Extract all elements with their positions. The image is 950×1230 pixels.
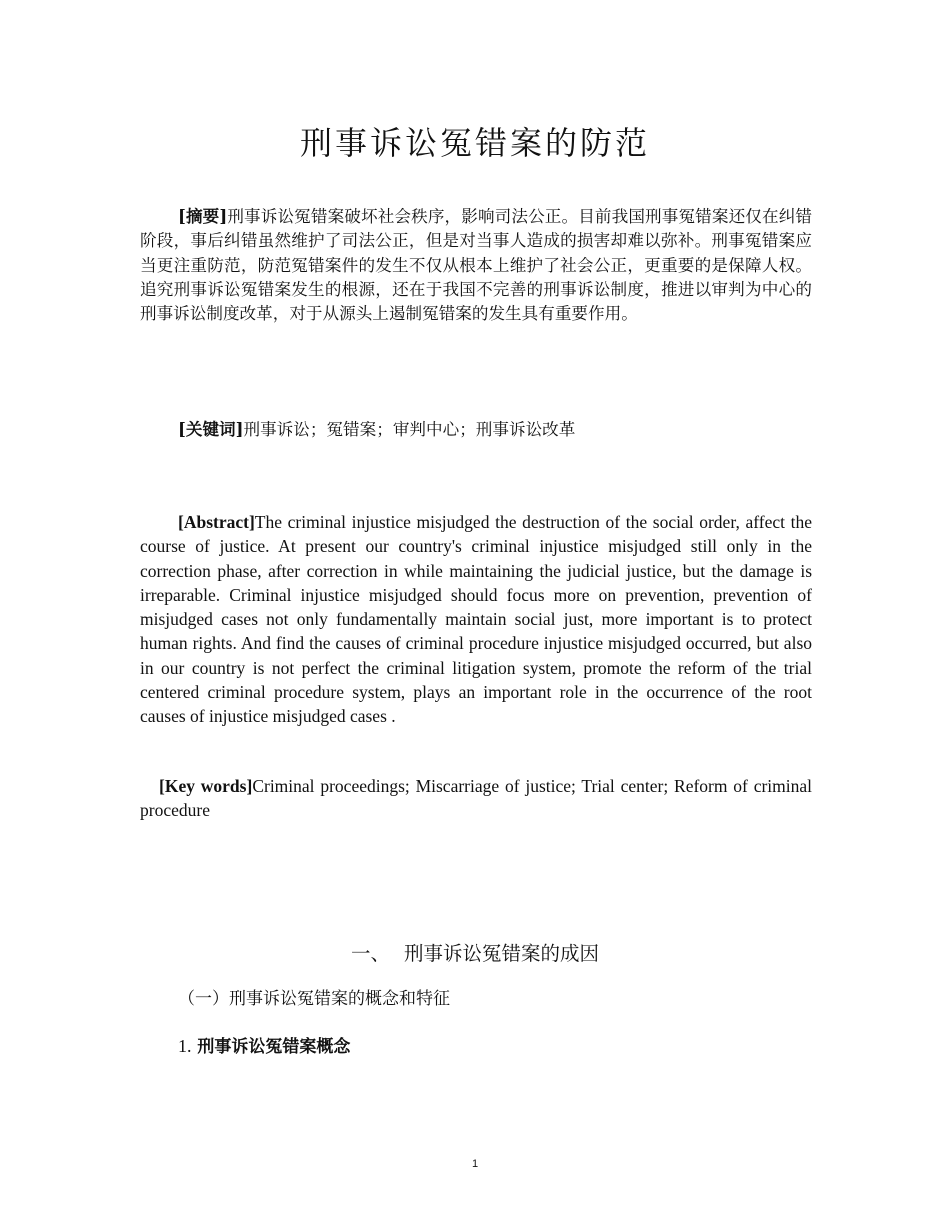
page-number: 1 xyxy=(471,1158,479,1170)
abstract-zh-text: 刑事诉讼冤错案破坏社会秩序，影响司法公正。目前我国刑事冤错案还仅在纠错阶段，事后纠错虽然维护了司法公正，但是对当事人造成的损害却难以弥补。刑事冤错案应当更注重防范，防范冤错案件的发生不仅从根本上维护了社会公正，更重要的是保障人权。追究刑事诉讼冤错案发生的根源，还在于我国不完善的刑事诉讼制度，推进以审判为中心的刑事诉讼制度改革，对于从源头上遏制冤错案的发生具有重要作用。 xyxy=(140,207,812,324)
keywords-zh xyxy=(140,417,812,442)
subsubsection-heading xyxy=(178,1033,350,1060)
keywords-en-label: [Key words] xyxy=(159,776,253,796)
keywords-zh-label: [关键词] xyxy=(178,419,244,439)
section-heading xyxy=(0,938,950,970)
keywords-zh-text: 刑事诉讼；冤错案；审判中心；刑事诉讼改革 xyxy=(243,420,576,439)
abstract-zh xyxy=(140,204,812,326)
subsection-heading: （一）刑事诉讼冤错案的概念和特征 xyxy=(178,989,450,1009)
section-title: 刑事诉讼冤错案的成因 xyxy=(404,942,600,965)
abstract-en-text: The criminal injustice misjudged the destruction of the social order, affect the course of justice. At present our country's criminal injustice misjudged still only in the correction phase, after correction in while maintaining the judicial justice, but the damage is irreparable. Criminal injustice misjudged should focus more on prevention, prevention of misjudged cases not only fundamentally maintain social just, more important is to protect human rights. And find the causes of criminal procedure injustice misjudged occurred, but also in our country is not perfect the criminal litigation system, promote the reform of the trial centered criminal procedure system, plays an important role in the occurrence of the root causes of injustice misjudged cases . xyxy=(140,512,812,727)
subsubsection-number: 1. xyxy=(178,1036,192,1056)
section-number: 一、 xyxy=(350,942,390,965)
keywords-en-text: Criminal proceedings; Miscarriage of justice; Trial center; Reform of criminal procedure xyxy=(140,776,812,821)
subsubsection-title: 刑事诉讼冤错案概念 xyxy=(197,1037,351,1057)
abstract-zh-label: [摘要] xyxy=(178,206,228,226)
abstract-en xyxy=(140,510,812,729)
document-title: 刑事诉讼冤错案的防范 xyxy=(299,124,650,162)
keywords-en xyxy=(140,774,812,823)
abstract-en-label: [Abstract] xyxy=(178,512,255,532)
